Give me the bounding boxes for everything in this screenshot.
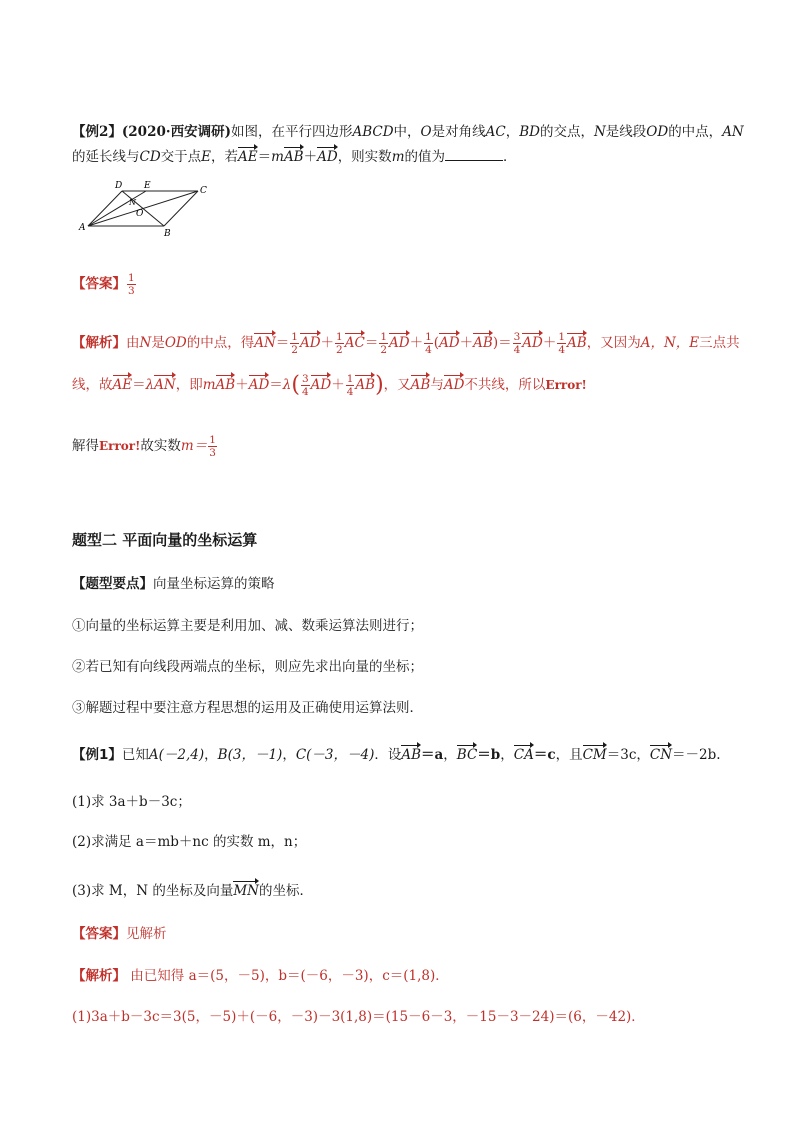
text: ＋ (459, 335, 474, 351)
label-O: O (136, 209, 144, 219)
error-text: Error! (99, 439, 141, 453)
text: 的值为 (404, 149, 445, 165)
text: ， (204, 747, 218, 763)
text: ＋ (235, 377, 249, 393)
text: ABCD (352, 124, 394, 140)
text: m (391, 149, 405, 165)
text: 不共线，所以 (464, 377, 546, 393)
section2-title: 题型二 平面向量的坐标运算 (72, 531, 258, 549)
text: E (201, 149, 212, 165)
text: AN (722, 124, 744, 140)
text: ， (443, 747, 457, 763)
text: ＋ (320, 335, 335, 351)
vector-AN: AN (254, 330, 276, 350)
fraction-num: 1 (209, 434, 216, 446)
example2-analysis-line1 (72, 330, 740, 356)
text: ，即 (175, 377, 203, 393)
text: ， (636, 747, 650, 763)
text: λ (282, 377, 292, 393)
text: ＝ (132, 377, 146, 393)
fraction-num: 1 (425, 331, 432, 343)
analysis-tag: 【解析】 (72, 335, 126, 351)
text: ＝ (498, 335, 512, 351)
label-C: C (200, 186, 207, 196)
example1-question2: (2)求满足 a＝mb＋nc 的实数 m，n； (72, 834, 307, 850)
example1-question3 (72, 878, 313, 901)
fraction-quarter (424, 331, 433, 356)
text: ， (505, 124, 520, 140)
answer-tag: 【答案】 (72, 276, 126, 292)
text: N (139, 335, 152, 351)
text: ，且 (555, 747, 583, 763)
text: 是对角线 (431, 124, 486, 140)
text: ，则实数 (337, 149, 392, 165)
vector-AD: AD (389, 330, 410, 350)
fraction-num: 1 (336, 331, 343, 343)
vector-AD: AD (439, 330, 460, 350)
fraction-den: 3 (209, 447, 216, 459)
label-B: B (164, 229, 171, 239)
example2-source: (2020·西安调研) (121, 124, 231, 140)
fraction-num: 1 (346, 373, 354, 385)
vector-AD: AD (249, 372, 270, 392)
analysis-tag: 【解析】 (72, 968, 126, 984)
vector-AB: AB (473, 330, 493, 350)
answer-blank (445, 148, 503, 161)
vector-AN: AN (154, 372, 176, 392)
section2-key-points (72, 574, 275, 594)
text: ，又因为 (586, 335, 641, 351)
text: A，N，E (640, 335, 700, 351)
vector-AB: AB (355, 372, 375, 392)
vector-AE: AE (113, 372, 133, 392)
fraction-den: 3 (128, 285, 135, 297)
fraction-den: 2 (336, 344, 343, 356)
example1-statement (72, 742, 721, 765)
text: . (716, 747, 721, 763)
text: m (202, 377, 216, 393)
example1-question1: (1)求 3a＋b－3c； (72, 794, 191, 810)
fraction-num: 1 (128, 272, 135, 284)
fraction-num: 3 (513, 331, 521, 343)
text: 见解析 (126, 926, 167, 942)
answer-tag: 【答案】 (72, 926, 126, 942)
text: 向量坐标运算的策略 (153, 576, 275, 592)
text: ．设 (374, 747, 402, 763)
text: ＋ (409, 335, 424, 351)
vector-AB: AB (411, 372, 431, 392)
fraction-three-quarters (513, 331, 522, 356)
vector-AB: AB (284, 144, 304, 164)
fraction-quarter (557, 331, 566, 356)
text: 已知 (121, 747, 149, 763)
vector-AB: AB (216, 372, 236, 392)
text: 交于点 (160, 149, 202, 165)
text: 的延长线与 (72, 149, 140, 165)
text: ＝a (421, 747, 444, 763)
vector-AE: AE (238, 144, 258, 164)
text: O (420, 124, 432, 140)
text: N (593, 124, 606, 140)
label-E: E (144, 181, 151, 191)
answer-fraction (127, 272, 136, 297)
text: 与 (430, 377, 444, 393)
text: OD (646, 124, 669, 140)
vector-CN: CN (650, 742, 672, 762)
fraction-num: 3 (301, 373, 309, 385)
text: ． (503, 149, 517, 165)
fraction-den: 4 (425, 344, 432, 356)
text: 的中点，得 (186, 335, 255, 351)
vector-AD: AD (444, 372, 465, 392)
example1-tag: 【例1】 (72, 747, 122, 763)
vector-CM: CM (583, 742, 607, 762)
text: λ (145, 377, 155, 393)
text: AC (485, 124, 506, 140)
text: ＋ (331, 377, 345, 393)
text: 故实数 (140, 438, 181, 454)
text: ( (291, 372, 300, 398)
text: ， (500, 747, 514, 763)
fraction-half (335, 331, 344, 356)
text: C(－3，－4) (295, 747, 375, 763)
label-D: D (115, 181, 123, 191)
fraction-three-quarters (301, 373, 310, 398)
text: 三点共 (699, 335, 740, 351)
section2-point2: ②若已知有向线段两端点的坐标，则应先求出向量的坐标； (72, 659, 423, 675)
label-A: A (79, 223, 86, 233)
example2-analysis-line2 (72, 372, 587, 398)
fraction-half (379, 331, 388, 356)
text: 线，故 (72, 377, 113, 393)
fraction-den: 4 (301, 386, 309, 398)
text: 的坐标． (258, 883, 313, 899)
fraction-half (290, 331, 299, 356)
fraction-den: 2 (380, 344, 388, 356)
text: 是线段 (605, 124, 647, 140)
text: 如图，在平行四边形 (230, 124, 353, 140)
example1-answer (72, 924, 167, 944)
example2-answer (72, 272, 137, 297)
vector-MN: MN (233, 878, 259, 898)
text: ＋ (542, 335, 557, 351)
fraction-num: 1 (558, 331, 566, 343)
text: 的中点， (668, 124, 723, 140)
example2-analysis-line3 (72, 434, 218, 459)
text: (3)求 M，N 的坐标及向量 (72, 883, 234, 899)
text: ， (282, 747, 296, 763)
text: B(3，－1) (217, 747, 283, 763)
text: ＝ (257, 149, 272, 165)
vector-AD: AD (522, 330, 543, 350)
text: ＝ (269, 377, 283, 393)
text: m＝ (180, 438, 208, 454)
section2-point1: ①向量的坐标运算主要是利用加、减、数乘运算法则进行； (72, 618, 423, 634)
text: 中， (393, 124, 421, 140)
section2-point3: ③解题过程中要注意方程思想的运用及正确使用运算法则． (72, 700, 423, 716)
vector-BC: BC (457, 742, 478, 762)
text: CD (139, 149, 161, 165)
vector-CA: CA (514, 742, 534, 762)
example2-tag: 【例2】 (72, 124, 122, 140)
text: ＝ (275, 335, 290, 351)
fraction-den: 4 (513, 344, 521, 356)
vector-AD: AD (311, 372, 332, 392)
text: ＋ (303, 149, 318, 165)
error-text: Error! (545, 378, 587, 392)
parallelogram-figure (76, 178, 211, 240)
text: 是 (151, 335, 165, 351)
vector-AD: AD (317, 144, 338, 164)
fraction-num: 1 (380, 331, 388, 343)
fraction-den: 4 (346, 386, 354, 398)
text: ( (433, 335, 440, 351)
fraction-den: 2 (291, 344, 298, 356)
label-N: N (129, 198, 136, 207)
key-tag: 【题型要点】 (72, 576, 153, 592)
text: ＝b (477, 747, 501, 763)
text: A(－2,4) (148, 747, 205, 763)
vector-AB: AB (567, 330, 587, 350)
answer-fraction (208, 434, 217, 459)
vector-AB: AB (401, 742, 421, 762)
text: 由已知得 a＝(5，－5)，b＝(－6，－3)，c＝(1,8)． (126, 968, 449, 984)
text: ) (375, 372, 384, 398)
fraction-den: 4 (558, 344, 566, 356)
text: ＝c (533, 747, 556, 763)
fraction-num: 1 (291, 331, 298, 343)
text: ，又 (383, 377, 411, 393)
fraction-quarter (346, 373, 355, 398)
text: 由 (126, 335, 140, 351)
example1-analysis (72, 966, 449, 986)
text: ＝－2b (672, 747, 717, 763)
text: ，若 (211, 149, 239, 165)
text: ) (492, 335, 499, 351)
text: ＝3c (606, 747, 637, 763)
text: m (271, 149, 284, 165)
example2-line2 (72, 144, 517, 167)
vector-AD: AD (300, 330, 321, 350)
text: OD (164, 335, 187, 351)
text: BD (519, 124, 540, 140)
text: 解得 (72, 438, 99, 454)
example1-solution1: (1)3a＋b－3c＝3(5，－5)＋(－6，－3)－3(1,8)＝(15－6－3，－15－3－24)＝(6，－42)． (72, 1009, 645, 1025)
text: ＝ (364, 335, 379, 351)
example2-line1 (72, 122, 744, 142)
vector-AC: AC (345, 330, 365, 350)
text: 的交点， (539, 124, 594, 140)
